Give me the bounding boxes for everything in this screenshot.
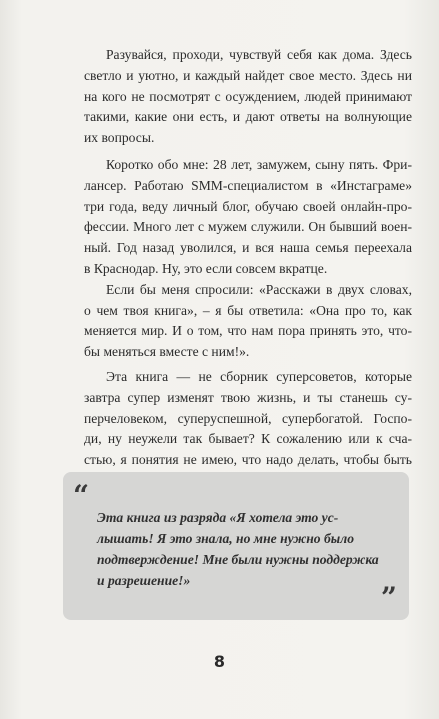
callout-text xyxy=(97,507,393,591)
paragraph-line: Разувайся, проходи, чувствуй себя как дома. Здесь xyxy=(106,47,412,62)
double-quote-open-icon: “ xyxy=(73,479,90,512)
paragraph-line: три года, веду личный блог, обучаю своей онлайн-про- xyxy=(84,198,412,214)
callout-line: и разрешение!» xyxy=(97,573,191,588)
paragraph-line: на кого не посмотрят с осуждением, людей принимают xyxy=(84,88,412,104)
paragraph-line: Эта книга — не сборник суперсоветов, которые xyxy=(106,368,412,384)
callout-line: подтверждение! Мне были нужны поддержка xyxy=(97,552,379,567)
quote-callout xyxy=(63,472,409,620)
paragraph-line: ди, ну неужели так бывает? К сожалению или к сча- xyxy=(84,431,412,447)
paragraph-line: их вопросы. xyxy=(84,130,155,146)
callout-line: Эта книга из разряда «Я хотела это ус- xyxy=(97,510,339,525)
double-quote-close-icon: ” xyxy=(380,581,397,614)
paragraph-1 xyxy=(62,45,412,149)
paragraph-3 xyxy=(62,280,412,363)
paragraph-line: лансер. Работаю SMM-специалистом в «Инстаграме» xyxy=(84,177,412,193)
body-text xyxy=(62,45,412,492)
paragraph-line: перчеловеком, суперуспешной, супербогатой. Госпо- xyxy=(84,410,412,426)
paragraph-line: фессии. Много лет с мужем служили. Он бывший воен- xyxy=(84,219,412,235)
page-number: 8 xyxy=(213,652,226,671)
paragraph-line: завтра супер изменят твою жизнь, и ты станешь су- xyxy=(84,389,412,405)
paragraph-line: светло и уютно, и каждый найдет свое место. Здесь ни xyxy=(84,67,412,83)
paragraph-line: бы меняться вместе с ним!». xyxy=(84,344,250,360)
paragraph-line: ный. Год назад уволился, и вся наша семья переехала xyxy=(84,240,412,256)
paragraph-line: о чем твоя книга», – я бы ответила: «Она про то, как xyxy=(84,302,412,318)
paragraph-line: такими, какие они есть, и дают ответы на волнующие xyxy=(84,109,412,125)
paragraph-line: Если бы меня спросили: «Расскажи в двух словах, xyxy=(106,281,412,297)
paragraph-line: Коротко обо мне: 28 лет, замужем, сыну пять. Фри- xyxy=(106,156,412,172)
paragraph-2 xyxy=(62,155,412,280)
paragraph-line: меняется мир. И о том, что нам пора принять это, что- xyxy=(84,323,412,339)
callout-line: лышать! Я это знала, но мне нужно было xyxy=(97,531,354,546)
paragraph-line: стью, я понятия не имею, что надо делать, чтобы быть xyxy=(84,452,412,468)
paragraph-line: в Краснодар. Ну, это если совсем вкратце. xyxy=(84,260,328,276)
